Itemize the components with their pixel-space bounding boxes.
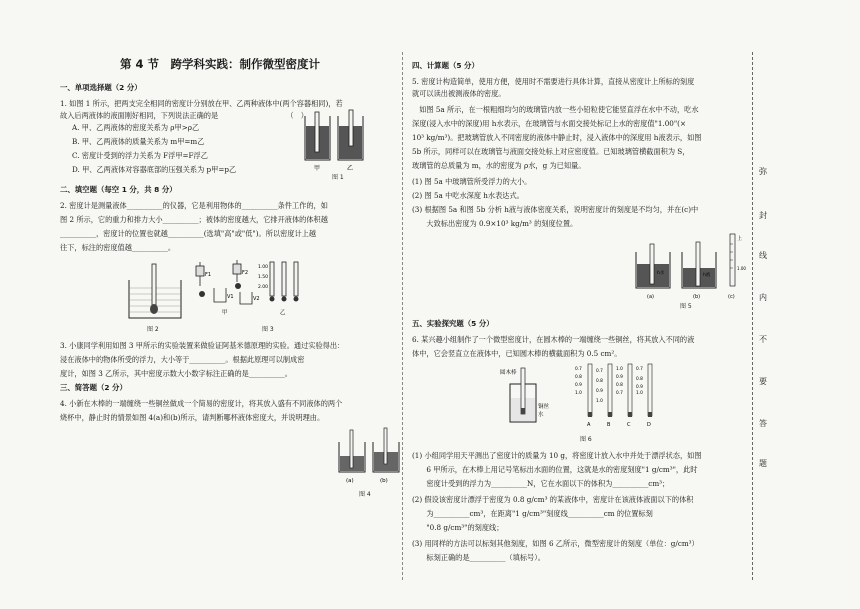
q5-line: 就可以读出被测液体的密度。 [412, 89, 506, 98]
margin-char: 答 [759, 419, 767, 428]
q5-line: 玻璃管的总质量为 m，水的密度为 ρ水，g 为已知量。 [412, 161, 586, 170]
fig6-water-label: 水 [538, 412, 544, 418]
svg-text:1.0: 1.0 [596, 399, 603, 404]
fig3-scale-a: 1.00 [258, 265, 269, 270]
margin-char: 要 [759, 377, 767, 386]
q2-line: 2. 密度计是测量液体__________的仪器，它是利用物体的__________条件工作的，如 [60, 201, 328, 210]
margin-char: 内 [759, 293, 767, 302]
fig5-label-b: (b) [693, 294, 701, 300]
q4-line: 4. 小新在木棒的一端缠绕一些铜丝做成一个简易的密度计，将其放入盛有不同液体的两个 [60, 399, 343, 408]
fig6-rod-a [575, 364, 592, 428]
figure-5 [630, 230, 748, 302]
q6-sub-1c: 密度计受到的浮力为__________N，它在水面以下的体积为__________cm³； [412, 479, 670, 488]
q6-sub-3: (3) 用同样的方法可以标刻其他刻度，如图 6 乙所示，微型密度计的刻度（单位：g/cm³） [412, 539, 699, 548]
fig6-rod-b [596, 364, 612, 428]
svg-text:0.9: 0.9 [636, 385, 643, 390]
fig5-label-c: (c) [728, 294, 735, 300]
fig3-yi: 乙 [280, 310, 286, 316]
svg-text:0.7: 0.7 [616, 391, 623, 396]
q3-line: 浸在液体中的物体所受的浮力，大小等于__________。根据此原理可以制成密 [60, 355, 305, 364]
q6-sub-1b: 6 甲所示，在木棒上用记号笔标出水面的位置，这就是水的密度刻度"1 g/cm³"，此时 [412, 465, 698, 474]
svg-text:1.0: 1.0 [636, 391, 643, 396]
q2-line: __________，密度计的位置也就越__________(选填"高"或"低")。所以密度计上越 [60, 229, 317, 238]
q4-line: 烧杯中，静止时的情景如图 4(a)和(b)所示，请判断哪杯液体密度大，并说明理由。 [60, 413, 325, 422]
fig3-caption: 图 3 [262, 326, 274, 333]
q1-line: 故入后两液体的液面刚好相同，下列说法正确的是 （ ） [60, 111, 308, 120]
q5-line: 5b 所示，同样可以在玻璃管与液面交接处标上对应密度值。已知玻璃管横截面积为 S， [412, 147, 690, 156]
q2-line: 图 2 所示，它的重力和排力大小__________；被体的密度越大，它排开液体的体积越 [60, 215, 328, 224]
fig3-f2: F2 [242, 270, 249, 276]
fig5-h-liquid: h液 [703, 273, 711, 278]
fig5-label-a: (a) [647, 294, 654, 300]
svg-text:0.9: 0.9 [596, 389, 603, 394]
margin-char: 封 [759, 211, 767, 220]
q6-sub-2c: "0.8 g/cm³"的刻度线； [412, 523, 504, 532]
svg-text:0.7: 0.7 [596, 369, 603, 374]
svg-text:C: C [627, 422, 631, 428]
fig3-v1: V1 [227, 294, 234, 300]
q5-line: 如图 5a 所示，在一根粗细均匀的玻璃管内放一些小铅粒使它能竖直浮在水中不动，吃水 [412, 105, 699, 114]
fig1-caption: 图 1 [332, 174, 344, 181]
svg-text:0.9: 0.9 [616, 375, 623, 380]
fig3-v2: V2 [253, 296, 260, 302]
svg-text:1.0: 1.0 [575, 391, 582, 396]
svg-text:D: D [647, 422, 651, 428]
q5-sub-3: (3) 根据图 5a 和图 5b 分析 h液与液体密度关系，说明密度计的刻度是不均匀，并在(c)中 [412, 205, 699, 214]
fig6-copper-label: 铜丝 [538, 404, 550, 410]
q6-sub-2b: 为__________cm³，在距离"1 g/cm³"刻度线__________cm 的位置标刻 [412, 509, 653, 518]
margin-char: 线 [759, 251, 767, 260]
fig5-scale: 1.00 [737, 266, 746, 271]
svg-text:0.8: 0.8 [616, 383, 623, 388]
fig6-rod-label: 圆木棒 [500, 370, 517, 376]
fig5-caption: 图 5 [680, 303, 692, 310]
fig6-rod-d [636, 364, 652, 428]
fig1-label-jia: 甲 [314, 165, 321, 172]
q1-option-c: C. 密度计受到的浮力关系为 F浮甲=F浮乙 [72, 151, 208, 160]
figure-3 [192, 256, 307, 326]
svg-text:B: B [607, 422, 611, 428]
q5-line: 深度(浸入水中的深度)用 h水表示，在玻璃管与水面交接处标记上水的密度值"1.00"(× [412, 119, 686, 128]
figure-2 [125, 262, 185, 322]
q1-line: 1. 如图 1 所示，把两支完全相同的密度计分别放在甲、乙两种液体中(两个容器相同)，若 [60, 99, 343, 108]
section-heading-choice: 一、单项选择题（2 分） [60, 83, 142, 92]
svg-text:0.9: 0.9 [575, 383, 582, 388]
q6-sub-3b: 标刻正确的是__________（填标号）。 [412, 553, 545, 562]
svg-text:A: A [587, 422, 591, 428]
binding-line [752, 52, 753, 580]
q6-line: 体中，它会竖直立在液体中，已知圆木棒的横截面积为 0.5 cm²。 [412, 349, 622, 358]
section-heading-experiment: 五、实验探究题（5 分） [412, 319, 494, 328]
fig6-caption: 图 6 [580, 436, 592, 443]
q2-line: 往下，标注的密度值越__________。 [60, 243, 176, 252]
q1-option-a: A. 甲、乙两液体的密度关系为 ρ甲>ρ乙 [72, 123, 200, 132]
figure-6 [500, 362, 670, 432]
q5-sub-3b: 大致标出密度为 0.9×10³ kg/m³ 的刻度位置。 [412, 219, 578, 228]
q5-line: 5. 密度计构造简单，使用方便，使用时不需要进行具体计算，直接从密度计上所标的刻度 [412, 77, 695, 86]
fig2-caption: 图 2 [147, 326, 159, 333]
page-title: 第 4 节 跨学科实践：制作微型密度计 [120, 57, 321, 71]
fig1-label-yi: 乙 [347, 165, 354, 172]
figure-1 [300, 108, 370, 178]
section-heading-calc: 四、计算题（5 分） [412, 61, 479, 70]
q3-line: 度计，如图 3 乙所示，其中密度示数大小数字标注正确的是__________。 [60, 369, 292, 378]
fig3-jia: 甲 [222, 310, 228, 316]
section-heading-fill: 二、填空题（每空 1 分，共 8 分） [60, 185, 177, 194]
fig4-label-a: (a) [346, 478, 354, 484]
q6-line: 6. 某兴趣小组制作了一个微型密度计，在圆木棒的一端缠绕一些铜丝，将其放入不同的液 [412, 335, 695, 344]
section-heading-short-answer: 三、简答题（2 分） [60, 383, 127, 392]
fig3-scale-b: 1.50 [258, 275, 269, 280]
fig6-rod-c [616, 364, 632, 428]
margin-char: 题 [759, 459, 767, 468]
column-divider [402, 52, 403, 580]
svg-text:0.8: 0.8 [596, 379, 603, 384]
q5-sub-2: (2) 图 5a 中吃水深度 h水表达式。 [412, 191, 524, 200]
q6-sub-1: (1) 小组同学用天平测出了密度计的质量为 10 g，将密度计放入水中并处于漂浮状态，如图 [412, 451, 702, 460]
svg-text:1.0: 1.0 [616, 367, 623, 372]
svg-text:0.7: 0.7 [636, 367, 643, 372]
fig3-scale-c: 2.00 [258, 285, 269, 290]
q5-sub-1: (1) 图 5a 中玻璃管所受浮力的大小。 [412, 177, 532, 186]
fig4-label-b: (b) [380, 478, 388, 484]
q3-line: 3. 小康同学利用如图 3 甲所示的实验装置来做验证阿基米德原理的实验。通过实验得出： [60, 341, 345, 350]
svg-text:0.8: 0.8 [575, 375, 582, 380]
fig3-f1: F1 [205, 272, 212, 278]
margin-char: 不 [759, 335, 767, 344]
q5-line: 10³ kg/m³)。把玻璃管放入不同密度的液体中静止时，浸入液体中的深度用 h液表示，如图 [412, 133, 702, 142]
figure-4 [335, 426, 405, 486]
margin-char: 弥 [759, 167, 767, 176]
q1-option-d: D. 甲、乙两液体对容器底部的压强关系为 p甲=p乙 [72, 165, 237, 174]
svg-text:0.8: 0.8 [636, 377, 643, 382]
svg-text:0.7: 0.7 [575, 367, 582, 372]
q1-option-b: B. 甲、乙两液体的质量关系为 m甲=m乙 [72, 137, 205, 146]
fig5-up: 上 [737, 236, 743, 242]
fig5-h-water: h水 [657, 271, 665, 276]
fig4-caption: 图 4 [359, 491, 371, 498]
q6-sub-2: (2) 假设该密度计漂浮于密度为 0.8 g/cm³ 的某液体中，密度计在该液体液面以下的体积 [412, 495, 694, 504]
